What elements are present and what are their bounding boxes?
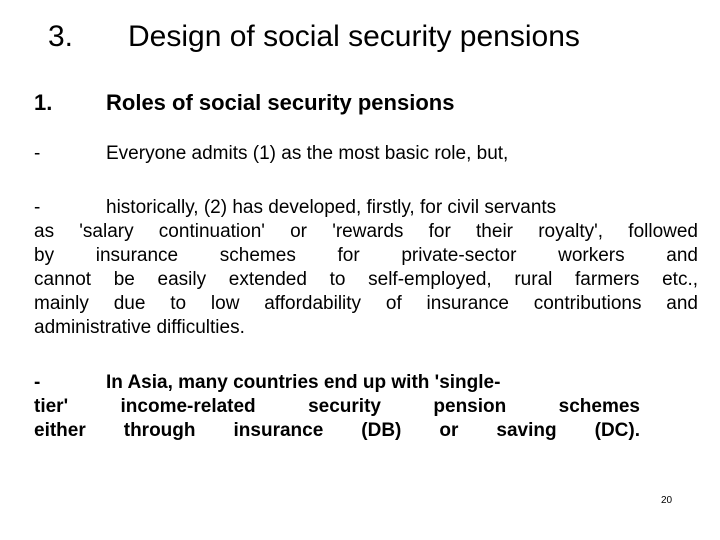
bullet-text: Everyone admits (1) as the most basic role, but, <box>106 143 509 164</box>
paragraph-line: tier' income-related security pension schemes <box>34 396 640 417</box>
paragraph-line <box>34 371 640 395</box>
section-number: 1. <box>34 90 53 115</box>
paragraph-line: mainly due to low affordability of insurance contributions and <box>34 293 698 314</box>
paragraph-line: by insurance schemes for private-sector workers and <box>34 245 698 266</box>
bullet-paragraph <box>34 196 698 340</box>
bullet-marker: - <box>34 197 41 218</box>
title-number: 3. <box>48 20 74 53</box>
paragraph-line-text: historically, (2) has developed, firstly, for civil servants <box>106 197 557 218</box>
paragraph-line <box>34 196 698 220</box>
slide-title: Design of social security pensions <box>128 20 580 53</box>
section-heading: Roles of social security pensions <box>106 90 455 115</box>
bullet-paragraph-bold <box>34 371 640 443</box>
page-number: 20 <box>661 495 673 506</box>
paragraph-line-text: In Asia, many countries end up with 'single- <box>106 372 501 393</box>
bullet-marker: - <box>34 372 41 393</box>
paragraph-line: either through insurance (DB) or saving (DC). <box>34 420 640 441</box>
paragraph-line: as 'salary continuation' or 'rewards for their royalty', followed <box>34 221 698 242</box>
paragraph-line: cannot be easily extended to self-employed, rural farmers etc., <box>34 269 698 290</box>
paragraph-line: administrative difficulties. <box>34 317 245 338</box>
bullet-marker: - <box>34 143 41 164</box>
